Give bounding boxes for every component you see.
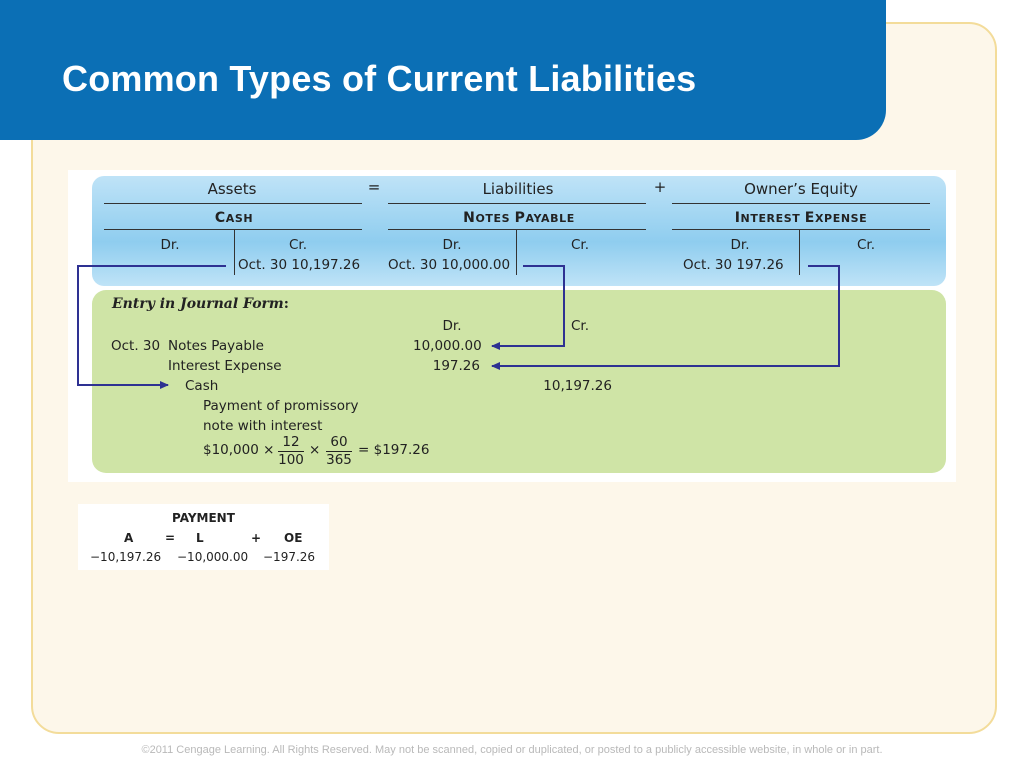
equation-assets: Assets	[207, 180, 257, 198]
calc-fraction1-numerator: 12	[282, 434, 300, 450]
cash-dr-label: Dr.	[160, 237, 180, 253]
copyright-footer: ©2011 Cengage Learning. All Rights Reserved. May not be scanned, copied or duplicated, or posted to a publicly accessible website, in whole or in part.	[141, 744, 883, 756]
calc-times: ×	[309, 442, 321, 458]
notes-payable-cr-label: Cr.	[570, 237, 590, 253]
arrow-notes-payable-to-journal	[492, 266, 564, 346]
journal-line2-debit: 197.26	[432, 358, 480, 374]
journal-line1-account: Notes Payable	[168, 338, 264, 354]
journal-line2-account: Interest Expense	[168, 358, 282, 374]
slide-title: Common Types of Current Liabilities	[62, 58, 697, 99]
notes-payable-debit-entry: Oct. 30 10,000.00	[388, 257, 511, 273]
equation-plus: +	[653, 178, 667, 196]
equation-owners-equity: Owner’s Equity	[744, 180, 858, 198]
account-cash-title: CASH	[214, 210, 254, 226]
payment-equity-value: −197.26	[263, 550, 316, 564]
payment-assets-value: −10,197.26	[90, 550, 162, 564]
interest-expense-cr-label: Cr.	[856, 237, 876, 253]
equation-equals: =	[367, 178, 381, 196]
calc-result: = $197.26	[358, 442, 430, 458]
calc-fraction2-numerator: 60	[330, 434, 348, 450]
account-interest-expense-title: INTEREST EXPENSE	[734, 210, 868, 226]
equation-liabilities: Liabilities	[482, 180, 554, 198]
interest-expense-debit-entry: Oct. 30 197.26	[683, 257, 784, 273]
journal-dr-header: Dr.	[442, 318, 462, 334]
journal-heading: Entry in Journal Form:	[112, 296, 289, 312]
title-bar	[0, 0, 886, 140]
arrow-interest-expense-to-journal	[492, 266, 839, 366]
cash-cr-label: Cr.	[288, 237, 308, 253]
connector-arrows	[68, 170, 956, 482]
account-notes-payable-title: NOTES PAYABLE	[463, 210, 575, 226]
arrow-cash-to-journal	[78, 266, 226, 385]
journal-explanation-line1: Payment of promissory	[203, 398, 359, 414]
journal-line3-credit: 10,197.26	[543, 378, 612, 394]
calc-fraction1-denominator: 100	[278, 452, 304, 468]
journal-explanation-line2: note with interest	[203, 418, 323, 434]
interest-expense-dr-label: Dr.	[730, 237, 750, 253]
journal-date: Oct. 30	[111, 338, 161, 354]
payment-assets-label: A	[124, 531, 134, 545]
payment-liabilities-label: L	[196, 531, 204, 545]
journal-cr-header: Cr.	[570, 318, 590, 334]
journal-line1-debit: 10,000.00	[413, 338, 482, 354]
payment-effect-box	[78, 504, 329, 570]
calc-principal: $10,000 ×	[203, 442, 275, 458]
payment-equity-label: OE	[284, 531, 303, 545]
notes-payable-dr-label: Dr.	[442, 237, 462, 253]
payment-plus: +	[251, 531, 262, 545]
cash-credit-entry: Oct. 30 10,197.26	[238, 257, 361, 273]
payment-heading: PAYMENT	[172, 511, 235, 525]
journal-line3-account: Cash	[185, 378, 219, 394]
calc-fraction2-denominator: 365	[326, 452, 352, 468]
payment-liabilities-value: −10,000.00	[177, 550, 249, 564]
accounting-figure	[68, 170, 956, 482]
payment-equals: =	[165, 531, 176, 545]
